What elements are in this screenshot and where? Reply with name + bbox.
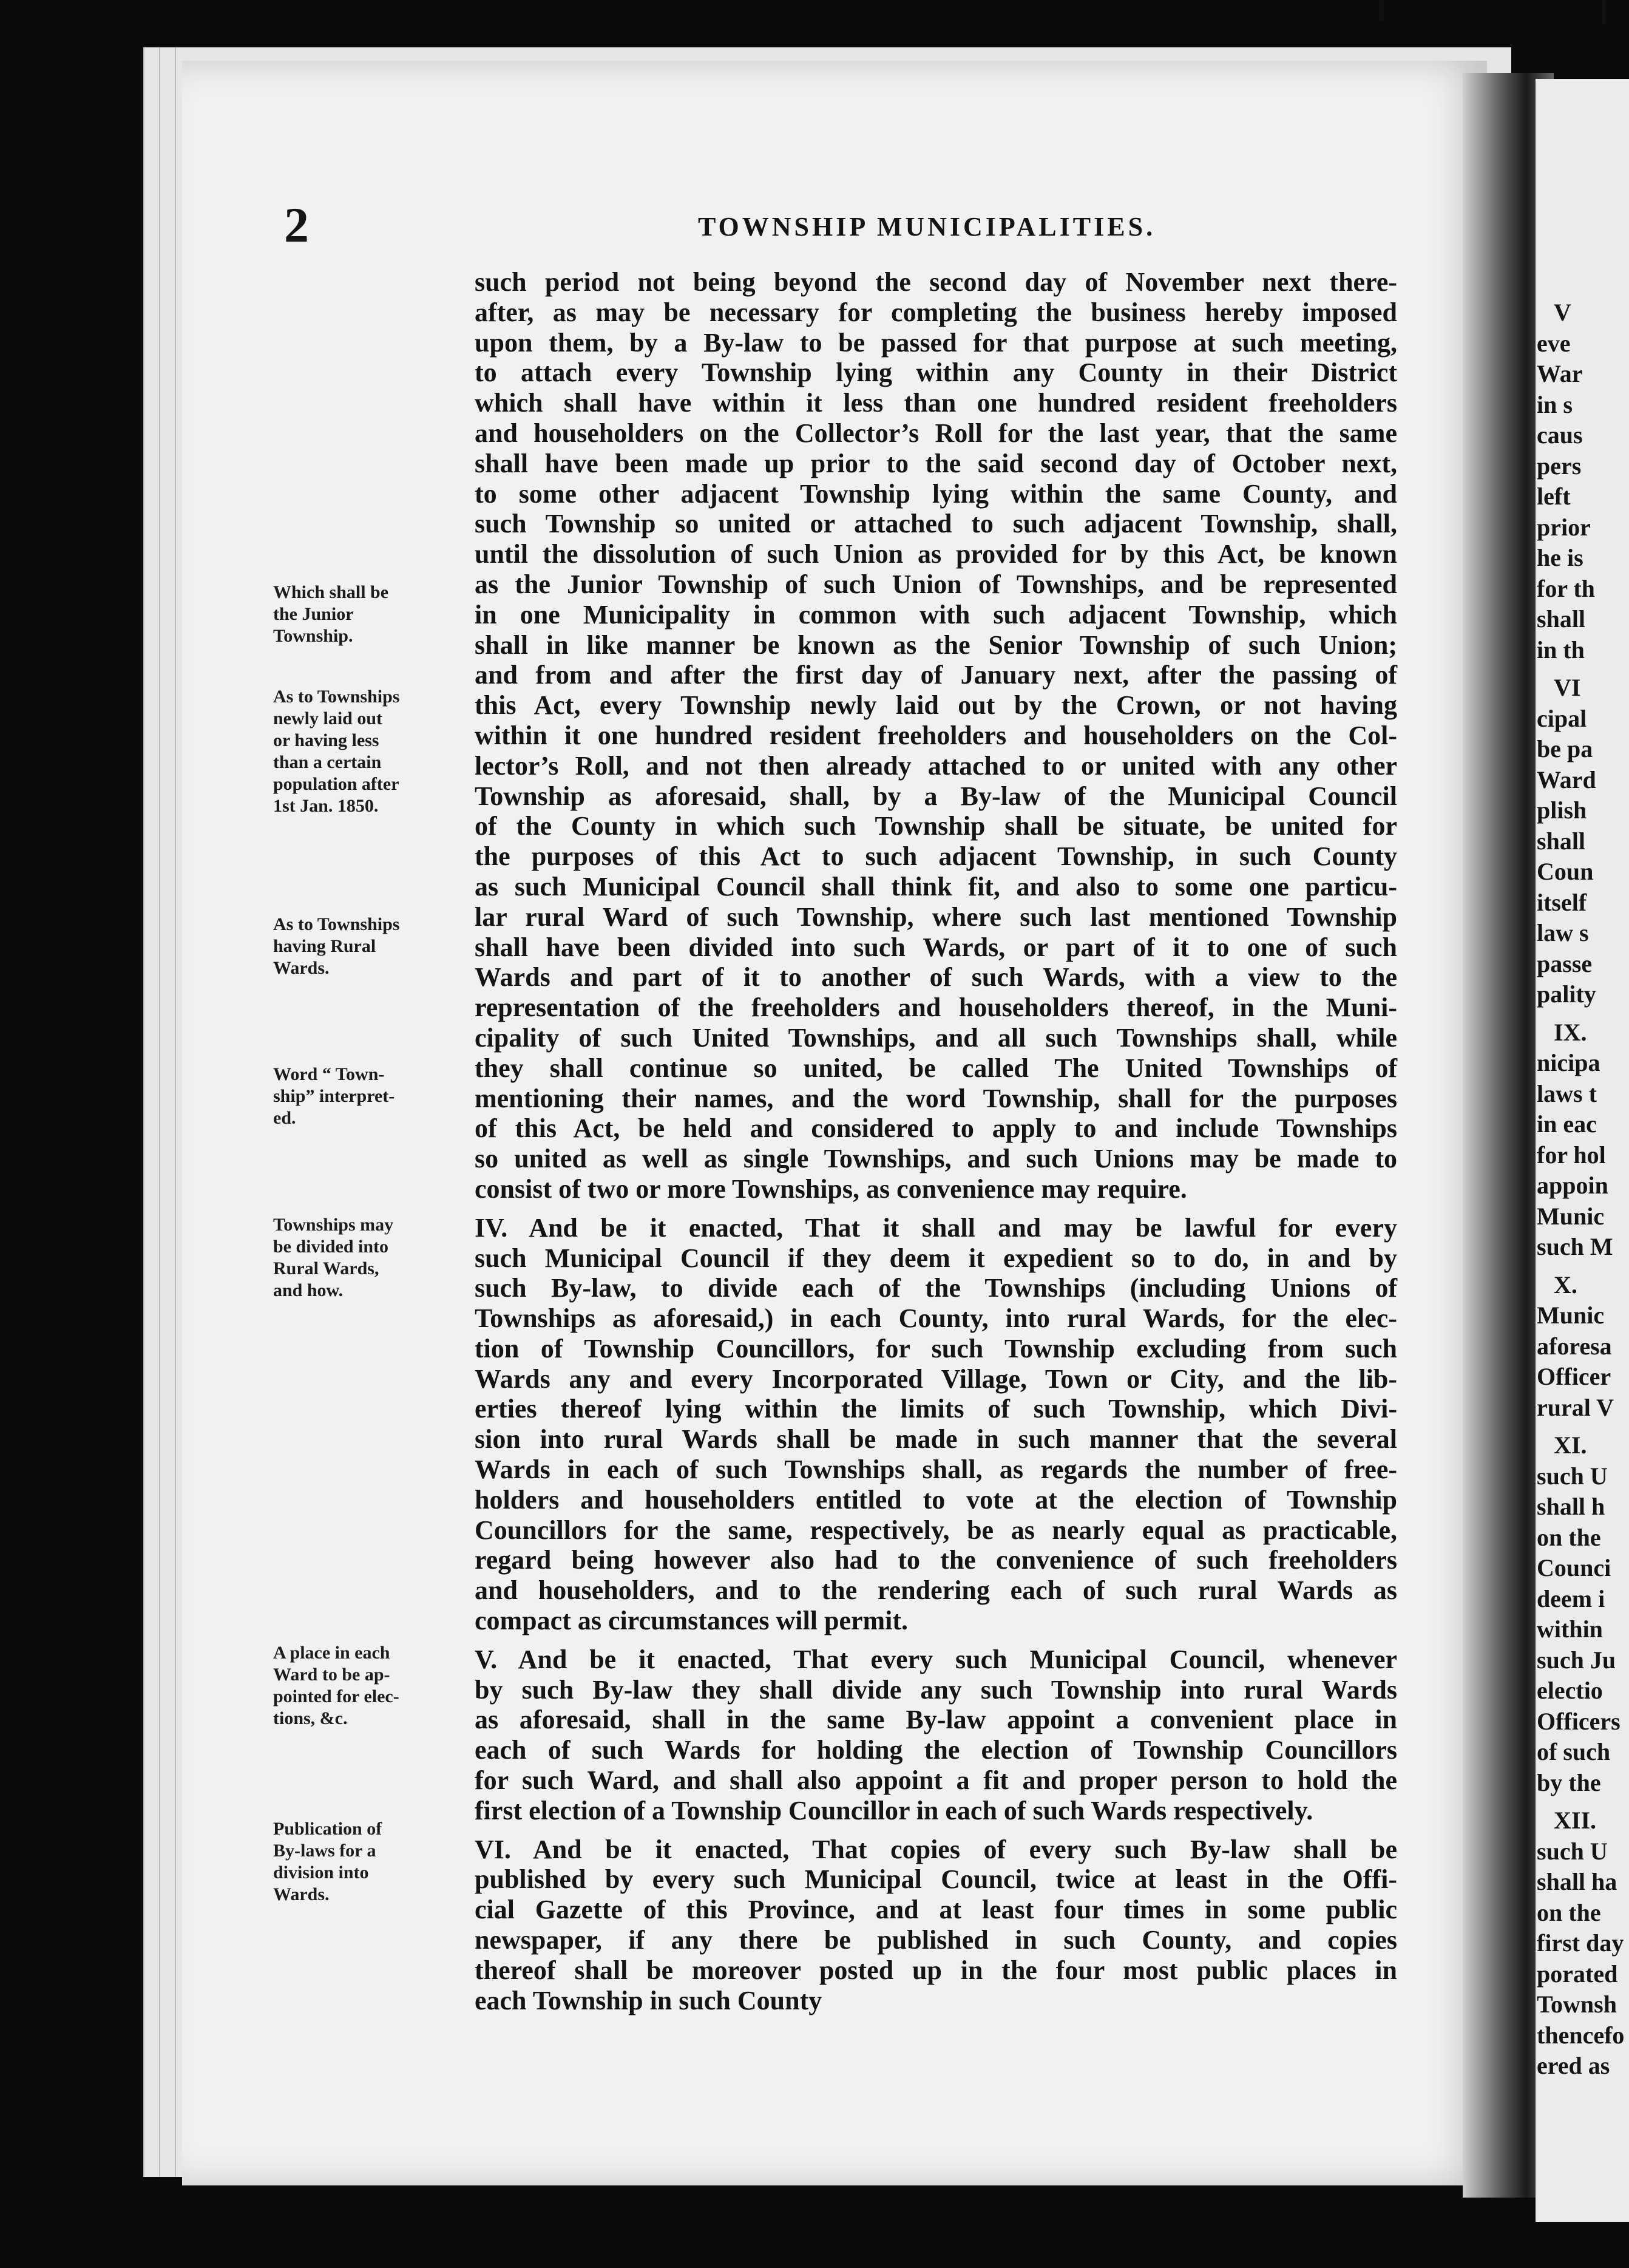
text-line: erties thereof lying within the limits of such Township, which Divi- xyxy=(475,1394,1397,1424)
facing-page-line: plish xyxy=(1537,796,1587,824)
text-line: first election of a Township Councillor in each of such Wards respectively. xyxy=(475,1795,1313,1825)
facing-page-line: porated xyxy=(1537,1960,1618,1988)
facing-page-line: Ward xyxy=(1537,766,1596,793)
facing-page-line: passe xyxy=(1537,949,1593,977)
side-note xyxy=(273,1214,467,1302)
text-line: which shall have within it less than one hundred resident freeholders xyxy=(475,388,1397,418)
facing-page-line: within xyxy=(1537,1615,1603,1643)
side-note-line: Townships may xyxy=(273,1215,394,1235)
facing-page-line: first day xyxy=(1537,1929,1624,1957)
text-line: such Municipal Council if they deem it expedient so to do, in and by xyxy=(475,1243,1397,1273)
text-line: of this Act, be held and considered to apply to and include Townships xyxy=(475,1113,1397,1144)
text-line: cipality of such United Townships, and all such Townships shall, while xyxy=(475,1022,1397,1053)
side-note-line: Wards. xyxy=(273,958,330,978)
facing-page-line: on the xyxy=(1537,1898,1601,1926)
text-line: holders and householders entitled to vote at the election of Township xyxy=(475,1484,1397,1515)
facing-page-line: X. xyxy=(1554,1271,1577,1299)
facing-page-line: nicipa xyxy=(1537,1049,1600,1076)
text-line: each Township in such County xyxy=(475,1985,822,2015)
text-line: newspaper, if any there be published in such County, and copies xyxy=(475,1925,1397,1955)
text-line: IV. And be it enacted, That it shall and may be lawful for every xyxy=(475,1212,1397,1243)
facing-page-line: XI. xyxy=(1554,1431,1587,1459)
facing-page-line: in eac xyxy=(1537,1110,1597,1138)
text-line: shall have been divided into such Wards, or part of it to one of such xyxy=(475,932,1397,962)
side-note-line: or having less xyxy=(273,730,379,750)
text-line: upon them, by a By-law to be passed for that purpose at such meeting, xyxy=(475,327,1397,358)
side-note xyxy=(273,914,467,979)
facing-page-line: pality xyxy=(1537,980,1596,1008)
facing-page-line: VI xyxy=(1554,674,1581,701)
facing-page-line: prior xyxy=(1537,513,1591,541)
facing-page-line: Officers xyxy=(1537,1707,1621,1735)
text-line: each of such Wards for holding the election of Township Councillors xyxy=(475,1735,1397,1765)
facing-page-line: ered as xyxy=(1537,2052,1610,2079)
facing-page-line: such U xyxy=(1537,1837,1608,1865)
text-line: by such By-law they shall divide any such Township into rural Wards xyxy=(475,1674,1397,1705)
side-note-line: A place in each xyxy=(273,1643,390,1663)
text-line: until the dissolution of such Union as provided for by this Act, be known xyxy=(475,539,1397,569)
text-line: and householders on the Collector’s Roll for the last year, that the same xyxy=(475,418,1397,448)
text-line: V. And be it enacted, That every such Municipal Council, whenever xyxy=(475,1644,1397,1674)
text-line: tion of Township Councillors, for such Township excluding from such xyxy=(475,1333,1397,1363)
text-line: and from and after the first day of January next, after the passing of xyxy=(475,660,1397,690)
text-line: Township as aforesaid, shall, by a By-law of the Municipal Council xyxy=(475,781,1397,811)
facing-page-line: such M xyxy=(1537,1233,1613,1260)
facing-page-line: Townsh xyxy=(1537,1991,1617,2018)
facing-page xyxy=(1536,79,1629,2222)
side-note xyxy=(273,1642,467,1730)
text-line: Townships as aforesaid,) in each County, into rural Wards, for the elec- xyxy=(475,1303,1397,1334)
side-note-line: By-laws for a xyxy=(273,1841,376,1861)
side-note-line: division into xyxy=(273,1862,369,1883)
text-line: and householders, and to the rendering each of such rural Wards as xyxy=(475,1575,1397,1606)
facing-page-line: shall xyxy=(1537,605,1586,633)
facing-page-line: Munic xyxy=(1537,1202,1605,1230)
side-note xyxy=(273,582,467,647)
facing-page-line: Counci xyxy=(1537,1554,1611,1581)
facing-page-line: cipal xyxy=(1537,704,1587,732)
side-note-line: tions, &c. xyxy=(273,1708,348,1728)
text-line: Wards in each of such Townships shall, as regards the number of free- xyxy=(475,1455,1397,1485)
facing-page-line: he is xyxy=(1537,544,1583,571)
side-note-line: and how. xyxy=(273,1280,344,1300)
facing-page-line: laws t xyxy=(1537,1079,1597,1107)
text-line: this Act, every Township newly laid out by the Crown, or not having xyxy=(475,690,1397,721)
text-line: for such Ward, and shall also appoint a fit and proper person to hold the xyxy=(475,1765,1397,1796)
facing-page-line: eve xyxy=(1537,329,1571,357)
text-line: as the Junior Township of such Union of Townships, and be represented xyxy=(475,569,1397,599)
facing-page-line: of such xyxy=(1537,1738,1611,1765)
side-note xyxy=(273,686,467,817)
text-line: after, as may be necessary for completing the business hereby imposed xyxy=(475,297,1397,327)
text-line: Councillors for the same, respectively, be as nearly equal as practicable, xyxy=(475,1515,1397,1545)
facing-page-line: be pa xyxy=(1537,735,1593,762)
side-note-line: population after xyxy=(273,774,399,794)
side-note-line: pointed for elec- xyxy=(273,1686,399,1706)
text-line: to attach every Township lying within any County in their District xyxy=(475,358,1397,388)
body-text xyxy=(475,267,1397,2015)
text-line: Wards and part of it to another of such Wards, with a view to the xyxy=(475,962,1397,993)
facing-page-line: XII. xyxy=(1554,1807,1597,1834)
facing-page-line: caus xyxy=(1537,421,1583,449)
text-line: published by every such Municipal Council, twice at least in the Offi- xyxy=(475,1864,1397,1895)
text-line: shall in like manner be known as the Senior Township of such Union; xyxy=(475,630,1397,660)
facing-page-line: shall xyxy=(1537,827,1586,855)
side-note-line: ed. xyxy=(273,1108,296,1128)
text-line: as such Municipal Council shall think fit, and also to some one particu- xyxy=(475,871,1397,901)
side-note xyxy=(273,1818,467,1906)
facing-page-line: shall h xyxy=(1537,1493,1605,1520)
facing-page-line: appoin xyxy=(1537,1172,1608,1199)
text-line: mentioning their names, and the word Township, shall for the purposes xyxy=(475,1083,1397,1113)
text-line: the purposes of this Act to such adjacent Township, in such County xyxy=(475,841,1397,872)
side-note-line: Rural Wards, xyxy=(273,1258,379,1278)
side-note-line: Township. xyxy=(273,626,353,646)
text-line: thereof shall be moreover posted up in the four most public places in xyxy=(475,1955,1397,1985)
side-note-line: the Junior xyxy=(273,604,354,624)
side-note-line: newly laid out xyxy=(273,708,383,728)
side-note-line: ship” interpret- xyxy=(273,1086,395,1106)
side-note-line: 1st Jan. 1850. xyxy=(273,796,379,816)
scan-mark xyxy=(1602,0,1606,24)
facing-page-line: electio xyxy=(1537,1677,1603,1704)
facing-page-line: deem i xyxy=(1537,1584,1605,1612)
facing-page-line: on the xyxy=(1537,1523,1601,1551)
facing-page-line: itself xyxy=(1537,888,1587,916)
text-line: such period not being beyond the second day of November next there- xyxy=(475,267,1397,297)
facing-page-line: Coun xyxy=(1537,858,1594,885)
facing-page-line: War xyxy=(1537,360,1583,387)
text-line: representation of the freeholders and householders thereof, in the Muni- xyxy=(475,993,1397,1023)
facing-page-line: such U xyxy=(1537,1462,1608,1490)
facing-page-line: Munic xyxy=(1537,1302,1605,1329)
text-line: such Township so united or attached to such adjacent Township, shall, xyxy=(475,509,1397,539)
facing-page-line: by the xyxy=(1537,1768,1601,1796)
facing-page-line: V xyxy=(1554,299,1571,326)
side-note-line: Ward to be ap- xyxy=(273,1665,390,1685)
text-line: Wards any and every Incorporated Village, Town or City, and the lib- xyxy=(475,1363,1397,1394)
side-note xyxy=(273,1064,467,1129)
text-line: such By-law, to divide each of the Townships (including Unions of xyxy=(475,1273,1397,1303)
side-note-line: Word “ Town- xyxy=(273,1064,385,1084)
facing-page-line: aforesa xyxy=(1537,1332,1612,1360)
facing-page-line: for th xyxy=(1537,574,1595,602)
side-note-line: As to Townships xyxy=(273,687,400,707)
facing-page-line: in s xyxy=(1537,390,1573,418)
facing-page-line: for hol xyxy=(1537,1141,1606,1169)
facing-page-line: shall ha xyxy=(1537,1868,1617,1895)
text-line: VI. And be it enacted, That copies of every such By-law shall be xyxy=(475,1834,1397,1864)
facing-page-line: Officer xyxy=(1537,1363,1611,1390)
text-line: lector’s Roll, and not then already attached to or united with any other xyxy=(475,750,1397,781)
text-line: as aforesaid, shall in the same By-law appoint a convenient place in xyxy=(475,1705,1397,1735)
text-line: cial Gazette of this Province, and at least four times in some public xyxy=(475,1895,1397,1925)
facing-page-line: IX. xyxy=(1554,1018,1587,1046)
facing-page-line: left xyxy=(1537,483,1571,510)
text-line: lar rural Ward of such Township, where such last mentioned Township xyxy=(475,901,1397,932)
text-line: to some other adjacent Township lying within the same County, and xyxy=(475,478,1397,509)
text-line: they shall continue so united, be called The United Townships of xyxy=(475,1053,1397,1083)
facing-page-line: such Ju xyxy=(1537,1646,1616,1674)
side-note-line: than a certain xyxy=(273,752,382,772)
text-line: sion into rural Wards shall be made in such manner that the several xyxy=(475,1424,1397,1455)
text-line: so united as well as single Townships, and such Unions may be made to xyxy=(475,1144,1397,1174)
facing-page-line: law s xyxy=(1537,919,1589,946)
scan-mark xyxy=(1379,0,1384,21)
text-line: shall have been made up prior to the said second day of October next, xyxy=(475,448,1397,478)
side-note-line: Publication of xyxy=(273,1819,382,1839)
side-note-line: As to Townships xyxy=(273,914,400,934)
side-note-line: be divided into xyxy=(273,1237,389,1257)
text-line: consist of two or more Townships, as convenience may require. xyxy=(475,1173,1187,1204)
facing-page-line: pers xyxy=(1537,452,1582,480)
side-note-line: Which shall be xyxy=(273,582,389,602)
page-number: 2 xyxy=(284,197,309,253)
running-head: TOWNSHIP MUNICIPALITIES. xyxy=(698,212,1156,242)
facing-page-line: thencefo xyxy=(1537,2021,1625,2049)
side-note-line: having Rural xyxy=(273,936,376,956)
text-line: regard being however also had to the convenience of such freeholders xyxy=(475,1545,1397,1575)
facing-page-line: in th xyxy=(1537,636,1585,664)
text-line: within it one hundred resident freeholders and householders on the Col- xyxy=(475,720,1397,750)
side-note-line: Wards. xyxy=(273,1884,330,1904)
facing-page-line: rural V xyxy=(1537,1393,1614,1421)
text-line: in one Municipality in common with such adjacent Township, which xyxy=(475,599,1397,630)
text-line: compact as circumstances will permit. xyxy=(475,1606,909,1636)
text-line: of the County in which such Township shall be situate, be united for xyxy=(475,811,1397,841)
